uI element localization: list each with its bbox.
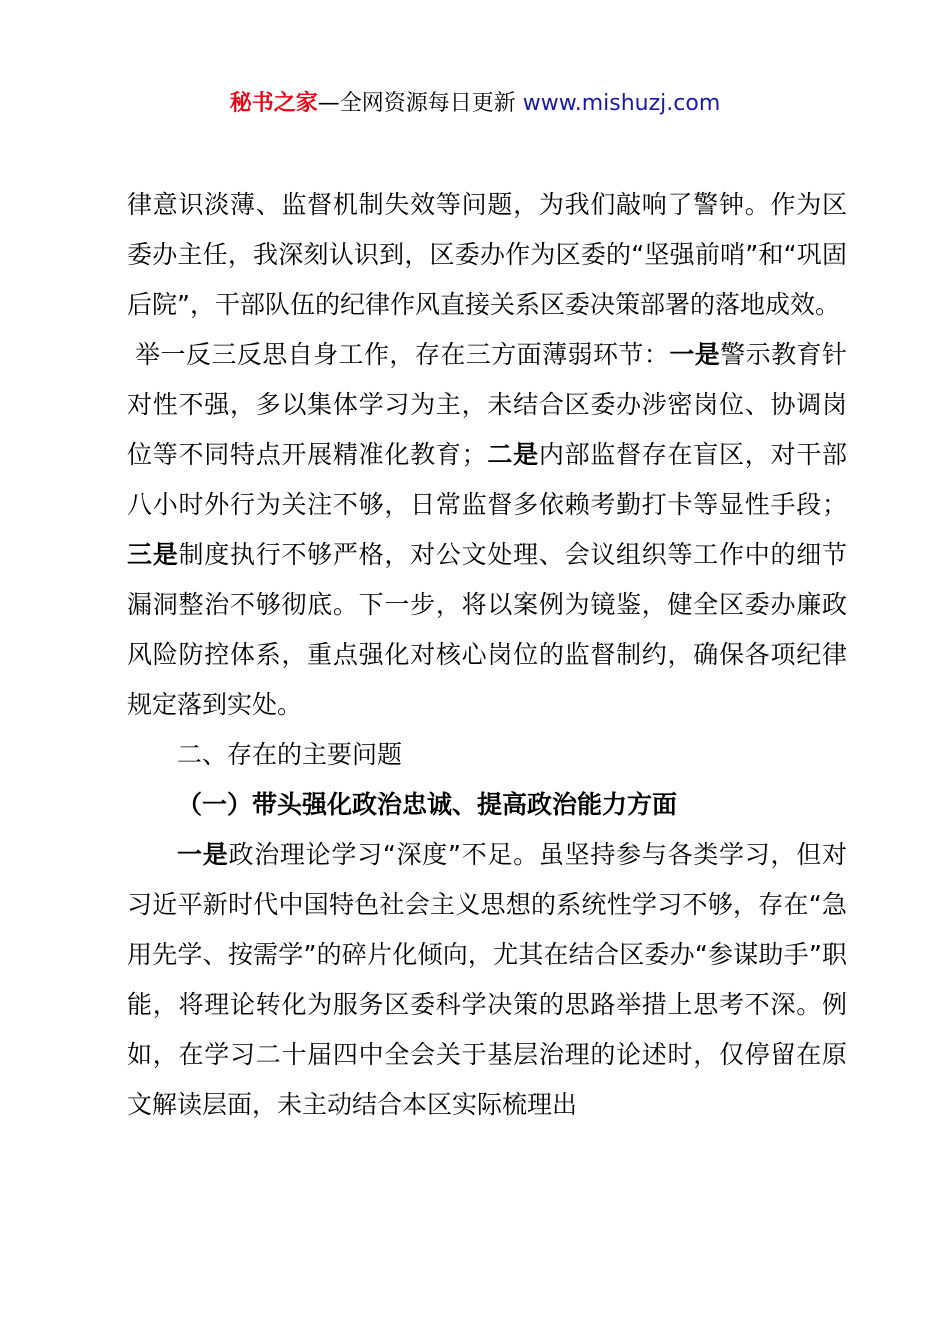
document-body	[127, 180, 847, 1130]
paragraph-3	[127, 830, 847, 1130]
point-1-label: 一是	[669, 340, 721, 369]
paragraph-2-lead: 举一反三反思自身工作，存在三方面薄弱环节：	[135, 340, 670, 369]
header-tagline: —全网资源每日更新	[317, 91, 523, 116]
paragraph-2	[127, 330, 847, 730]
point-2-text: 内部监督存在盲区，对干部八小时外行为关注不够，日常监督多依赖考勤打卡等显性手段；	[127, 440, 847, 519]
page-header	[0, 88, 950, 120]
paragraph-3-label: 一是	[177, 840, 229, 869]
header-url[interactable]: www.mishuzj.com	[522, 91, 721, 116]
paragraph-1: 律意识淡薄、监督机制失效等问题，为我们敲响了警钟。作为区委办主任，我深刻认识到，区委办作为区委的“坚强前哨”和“巩固后院”，干部队伍的纪律作风直接关系区委决策部署的落地成效。	[127, 190, 847, 319]
section-heading: 二、存在的主要问题	[177, 740, 403, 769]
header-brand: 秘书之家	[229, 91, 318, 116]
paragraph-3-text: 政治理论学习“深度”不足。虽坚持参与各类学习，但对习近平新时代中国特色社会主义思想的系统性学习不够，存在“急用先学、按需学”的碎片化倾向，尤其在结合区委办“参谋助手”职能，将理论转化为服务区委科学决策的思路举措上思考不深。例如，在学习二十届四中全会关于基层治理的论述时，仅停留在原文解读层面，未主动结合本区实际梳理出	[127, 840, 847, 1119]
point-3-label: 三是	[127, 540, 179, 569]
subsection-heading: （一）带头强化政治忠诚、提高政治能力方面	[177, 790, 678, 819]
point-1-text: 警示教育针对性不强，多以集体学习为主，未结合区委办涉密岗位、协调岗位等不同特点开展精准化教育；	[127, 340, 847, 469]
point-3-text: 制度执行不够严格，对公文处理、会议组织等工作中的细节漏洞整治不够彻底。下一步，将以案例为镜鉴，健全区委办廉政风险防控体系，重点强化对核心岗位的监督制约，确保各项纪律规定落到实处。	[127, 540, 847, 719]
point-2-label: 二是	[486, 440, 539, 469]
